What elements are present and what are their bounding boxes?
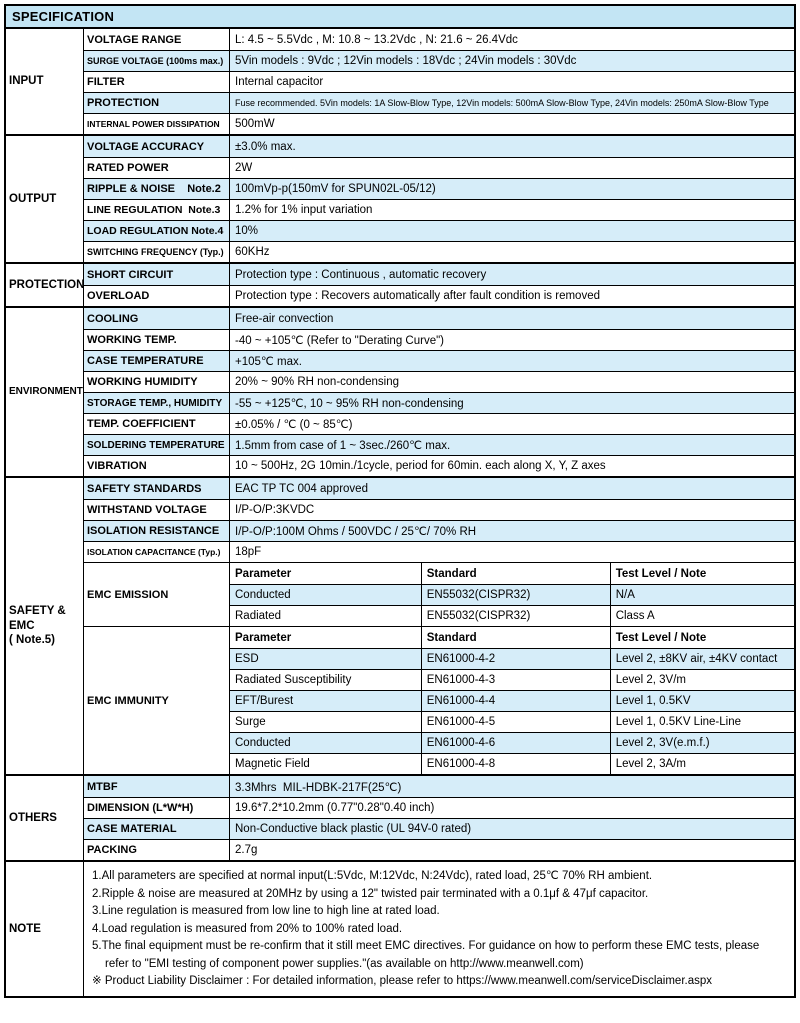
row-label: FILTER <box>84 72 230 92</box>
row-label: PROTECTION <box>84 93 230 113</box>
row-label: LOAD REGULATION Note.4 <box>84 221 230 241</box>
section-safety-emc <box>6 476 794 774</box>
note-list <box>84 862 794 996</box>
row-packing <box>84 839 794 860</box>
row-overload <box>84 285 794 306</box>
emc-immunity-block <box>84 626 794 774</box>
row-label: LINE REGULATION Note.3 <box>84 200 230 220</box>
emc-header-standard: Standard <box>422 627 611 648</box>
emc-test-level: Class A <box>615 610 655 622</box>
row-label: STORAGE TEMP., HUMIDITY <box>84 393 230 413</box>
row-ripple-noise <box>84 178 794 199</box>
emc-test-level: Level 2, 3V(e.m.f.) <box>615 737 710 749</box>
row-label: WITHSTAND VOLTAGE <box>84 500 230 520</box>
emc-test-level: Level 1, 0.5KV <box>615 695 691 707</box>
row-value: Protection type : Recovers automatically after fault condition is removed <box>235 290 600 302</box>
note-item-3: 3.Line regulation is measured from low line to high line at rated load. <box>92 905 440 917</box>
section-note-title: NOTE <box>6 862 84 996</box>
note-item-2: 2.Ripple & noise are measured at 20MHz by using a 12" twisted pair terminated with a 0.1μf & 47μf capacitor. <box>92 887 649 900</box>
row-storage-temp-humidity <box>84 392 794 413</box>
section-note <box>6 860 794 996</box>
row-label: RATED POWER <box>84 158 230 178</box>
emc-immunity-row-magnetic-field <box>230 753 794 774</box>
row-label: WORKING TEMP. <box>84 330 230 350</box>
row-value: I/P-O/P:3KVDC <box>235 504 315 516</box>
emc-standard: EN61000-4-3 <box>422 670 611 690</box>
emc-header-test-level: Test Level / Note <box>615 567 707 580</box>
row-load-regulation <box>84 220 794 241</box>
row-cooling <box>84 308 794 329</box>
row-label: WORKING HUMIDITY <box>84 372 230 392</box>
emc-immunity-header-row <box>230 627 794 648</box>
section-output <box>6 134 794 262</box>
emc-standard: EN55032(CISPR32) <box>422 585 611 605</box>
row-label: ISOLATION CAPACITANCE (Typ.) <box>84 542 230 562</box>
row-internal-power-dissipation <box>84 113 794 134</box>
section-protection <box>6 262 794 306</box>
emc-emission-row-conducted <box>230 584 794 605</box>
row-label: SOLDERING TEMPERATURE <box>84 435 230 455</box>
emc-immunity-row-radiated-susceptibility <box>230 669 794 690</box>
row-value: Protection type : Continuous , automatic recovery <box>235 268 487 281</box>
row-working-humidity <box>84 371 794 392</box>
row-value: 20% ~ 90% RH non-condensing <box>235 376 399 388</box>
row-case-material <box>84 818 794 839</box>
emc-standard: EN61000-4-2 <box>422 649 611 669</box>
row-label: MTBF <box>84 776 230 797</box>
row-label: CASE TEMPERATURE <box>84 351 230 371</box>
emc-emission-block <box>84 562 794 626</box>
row-switching-frequency <box>84 241 794 262</box>
row-value: L: 4.5 ~ 5.5Vdc , M: 10.8 ~ 13.2Vdc , N: 21.6 ~ 26.4Vdc <box>235 33 518 46</box>
emc-immunity-row-eft-burst <box>230 690 794 711</box>
row-soldering-temperature <box>84 434 794 455</box>
emc-standard: EN61000-4-6 <box>422 733 611 753</box>
row-short-circuit <box>84 264 794 285</box>
emc-immunity-label: EMC IMMUNITY <box>84 627 230 774</box>
row-value: Free-air convection <box>235 312 334 325</box>
row-isolation-capacitance <box>84 541 794 562</box>
emc-standard: EN61000-4-5 <box>422 712 611 732</box>
row-label: VIBRATION <box>84 456 230 476</box>
row-value: -55 ~ +125℃, 10 ~ 95% RH non-condensing <box>235 398 464 410</box>
emc-test-level: Level 2, ±8KV air, ±4KV contact <box>615 653 778 665</box>
row-label: RIPPLE & NOISE Note.2 <box>84 179 230 199</box>
row-value: EAC TP TC 004 approved <box>235 482 368 495</box>
emc-emission-label: EMC EMISSION <box>84 563 230 626</box>
row-label: TEMP. COEFFICIENT <box>84 414 230 434</box>
note-item-4: 4.Load regulation is measured from 20% to 100% rated load. <box>92 922 403 935</box>
row-value: I/P-O/P:100M Ohms / 500VDC / 25℃/ 70% RH <box>235 526 477 538</box>
row-value: Fuse recommended. 5Vin models: 1A Slow-Blow Type, 12Vin models: 500mA Slow-Blow Type, 24Vin models: 250mA Slow-Blow Type <box>235 98 769 108</box>
note-item-disclaimer: ※ Product Liability Disclaimer : For detailed information, please refer to https://www.meanwell.com/serviceDisclaimer.aspx <box>92 975 713 987</box>
section-output-title: OUTPUT <box>6 136 84 262</box>
row-value: 18pF <box>235 546 262 558</box>
emc-emission-row-radiated <box>230 605 794 626</box>
row-value: 60KHz <box>235 246 270 258</box>
row-label: ISOLATION RESISTANCE <box>84 521 230 541</box>
emc-parameter: ESD <box>230 649 422 669</box>
row-label: PACKING <box>84 840 230 860</box>
emc-emission-header-row <box>230 563 794 584</box>
row-value: 5Vin models : 9Vdc ; 12Vin models : 18Vdc ; 24Vin models : 30Vdc <box>235 55 577 67</box>
emc-immunity-row-surge <box>230 711 794 732</box>
row-input-protection <box>84 92 794 113</box>
emc-header-parameter: Parameter <box>230 563 422 584</box>
section-safety-emc-title <box>6 478 84 774</box>
row-label: VOLTAGE ACCURACY <box>84 136 230 157</box>
emc-standard: EN61000-4-8 <box>422 754 611 774</box>
row-isolation-resistance <box>84 520 794 541</box>
section-title-line: ( Note.5) <box>9 634 55 647</box>
row-filter <box>84 71 794 92</box>
row-dimension <box>84 797 794 818</box>
emc-header-standard: Standard <box>422 563 611 584</box>
emc-test-level: Level 2, 3V/m <box>615 674 687 686</box>
emc-header-test-level: Test Level / Note <box>615 631 707 644</box>
row-label: OVERLOAD <box>84 286 230 306</box>
row-value: ±0.05% / ℃ (0 ~ 85℃) <box>235 419 353 431</box>
row-value: 3.3Mhrs MIL-HDBK-217F(25℃) <box>235 781 402 794</box>
row-label: COOLING <box>84 308 230 329</box>
row-label: INTERNAL POWER DISSIPATION <box>84 114 230 134</box>
row-temp-coefficient <box>84 413 794 434</box>
section-title-line: SAFETY & <box>9 605 66 618</box>
row-value: 500mW <box>235 118 275 130</box>
section-protection-title: PROTECTION <box>6 264 84 306</box>
row-value: Non-Conductive black plastic (UL 94V-0 rated) <box>235 823 472 835</box>
row-working-temp <box>84 329 794 350</box>
row-value: -40 ~ +105℃ (Refer to "Derating Curve") <box>235 335 445 347</box>
section-others <box>6 774 794 860</box>
row-rated-power <box>84 157 794 178</box>
emc-immunity-row-esd <box>230 648 794 669</box>
emc-parameter: EFT/Burest <box>230 691 422 711</box>
emc-test-level: Level 2, 3A/m <box>615 758 687 770</box>
row-value: 100mVp-p(150mV for SPUN02L-05/12) <box>235 183 436 195</box>
row-value: ±3.0% max. <box>235 140 296 153</box>
row-voltage-range <box>84 29 794 50</box>
emc-test-level: N/A <box>615 589 635 601</box>
row-value: 2.7g <box>235 844 258 856</box>
row-label: SAFETY STANDARDS <box>84 478 230 499</box>
row-vibration <box>84 455 794 476</box>
emc-immunity-row-conducted <box>230 732 794 753</box>
row-value: 10 ~ 500Hz, 2G 10min./1cycle, period for 60min. each along X, Y, Z axes <box>235 460 606 472</box>
note-item-1: 1.All parameters are specified at normal input(L:5Vdc, M:12Vdc, N:24Vdc), rated load, 25℃ 70% RH ambient. <box>92 870 653 882</box>
row-case-temperature <box>84 350 794 371</box>
row-label: SHORT CIRCUIT <box>84 264 230 285</box>
emc-standard: EN55032(CISPR32) <box>422 606 611 626</box>
row-label: SWITCHING FREQUENCY (Typ.) <box>84 242 230 262</box>
row-mtbf <box>84 776 794 797</box>
section-environment <box>6 306 794 476</box>
section-input <box>6 27 794 134</box>
row-surge-voltage <box>84 50 794 71</box>
row-value: +105℃ max. <box>235 356 302 368</box>
note-item-5: 5.The final equipment must be re-confirm that it still meet EMC directives. For guidance on how to perform these EMC tests, please refer to "EMI testing of component power supplies."(as available on http://www.meanwell.com) <box>92 940 760 970</box>
emc-parameter: Conducted <box>230 733 422 753</box>
emc-parameter: Magnetic Field <box>230 754 422 774</box>
emc-parameter: Surge <box>230 712 422 732</box>
row-voltage-accuracy <box>84 136 794 157</box>
emc-parameter: Conducted <box>230 585 422 605</box>
row-value: 1.5mm from case of 1 ~ 3sec./260℃ max. <box>235 440 451 452</box>
section-input-title: INPUT <box>6 29 84 134</box>
emc-test-level: Level 1, 0.5KV Line-Line <box>615 716 741 728</box>
row-value: Internal capacitor <box>235 76 324 88</box>
row-withstand-voltage <box>84 499 794 520</box>
row-line-regulation <box>84 199 794 220</box>
row-value: 10% <box>235 225 259 237</box>
row-value: 19.6*7.2*10.2mm (0.77"0.28"0.40 inch) <box>235 802 435 814</box>
row-value: 1.2% for 1% input variation <box>235 204 373 216</box>
row-value: 2W <box>235 162 253 174</box>
table-title: SPECIFICATION <box>6 6 794 27</box>
row-safety-standards <box>84 478 794 499</box>
specification-table <box>4 4 796 998</box>
row-label: SURGE VOLTAGE (100ms max.) <box>84 51 230 71</box>
emc-parameter: Radiated Susceptibility <box>230 670 422 690</box>
emc-parameter: Radiated <box>230 606 422 626</box>
section-title-line: EMC <box>9 619 35 632</box>
section-environment-title: ENVIRONMENT <box>6 308 84 476</box>
row-label: VOLTAGE RANGE <box>84 29 230 50</box>
emc-header-parameter: Parameter <box>230 627 422 648</box>
section-others-title: OTHERS <box>6 776 84 860</box>
row-label: DIMENSION (L*W*H) <box>84 798 230 818</box>
emc-standard: EN61000-4-4 <box>422 691 611 711</box>
row-label: CASE MATERIAL <box>84 819 230 839</box>
